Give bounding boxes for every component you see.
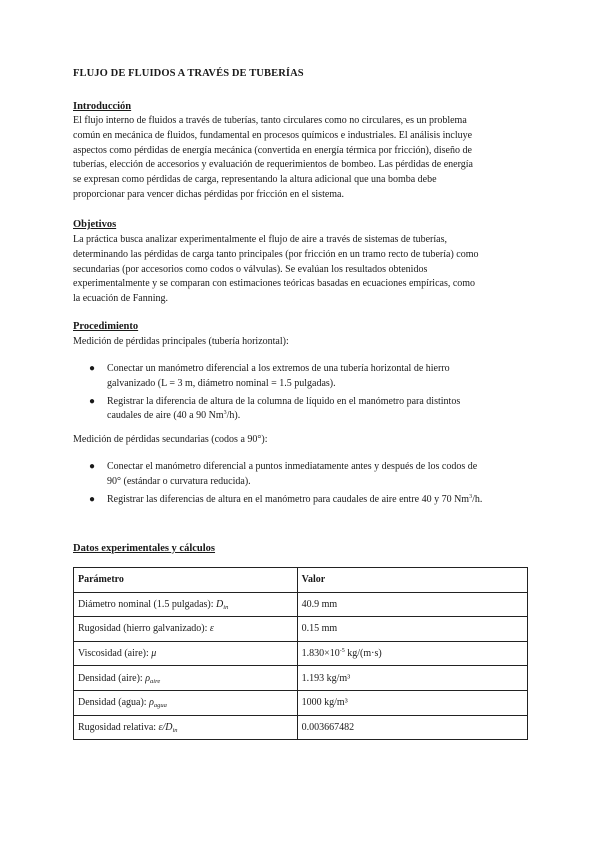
table-cell-valor: $1.830\times 10^{-5}$ kg/(m·s) xyxy=(297,641,527,666)
table-row xyxy=(74,592,528,617)
table-cell-valor: 0.003667482 xyxy=(297,715,527,740)
table-header-row xyxy=(74,568,528,593)
table-cell-param: Diámetro nominal (1.5 pulgadas): $D_{in}$ xyxy=(74,592,298,617)
document-title: FLUJO DE FLUIDOS A TRAVÉS DE TUBERÍAS xyxy=(73,68,304,79)
introduccion-line: aspectos como pérdidas de energía mecánica (convertida en energía térmica por fricción), diseño de xyxy=(73,144,472,156)
data-table xyxy=(73,567,528,740)
list-item: ● Conectar el manómetro diferencial a puntos inmediatamente antes y después de los codos de 90° (estándar o curvatura reducida). xyxy=(89,461,478,487)
datos-heading: Datos experimentales y cálculos xyxy=(73,543,216,554)
table-row xyxy=(74,617,528,642)
list-item: ● Conectar un manómetro diferencial a los extremos de una tubería horizontal de hierro galvanizado (L = 3 m, diámetro nominal = 1.5 pulgadas). xyxy=(89,363,450,389)
table-cell-valor: 1.193 kg/m³ xyxy=(297,666,527,691)
principales-list xyxy=(73,362,533,424)
objetivos-line: La práctica busca analizar experimentalmente el flujo de aire a través de sistemas de tuberías, xyxy=(73,234,447,245)
introduccion-line: tuberías, elección de accesorios y evaluación de requerimientos de bombeo. Las pérdidas de energía xyxy=(73,159,473,171)
list-item: ● Registrar la diferencia de altura de la columna de líquido en el manómetro para distintos caudales de aire (40 a 90 Nm$^3$/h). xyxy=(89,395,461,422)
objetivos-line: la ecuación de Fanning. xyxy=(73,293,168,305)
secundarias-label: Medición de pérdidas secundarias (codos a 90°): xyxy=(73,434,268,445)
introduccion-heading: Introducción xyxy=(73,101,132,112)
objetivos-paragraph xyxy=(73,233,533,307)
procedimiento-heading: Procedimiento xyxy=(73,321,139,332)
objetivos-line: determinando las pérdidas de carga tanto principales (por fricción en un tramo recto de tubería) como xyxy=(73,248,479,260)
introduccion-line: se expresan como pérdidas de carga, representando la altura adicional que una bomba debe xyxy=(73,174,437,186)
bullet-icon: ● xyxy=(89,363,96,374)
table-row xyxy=(74,690,528,715)
bullet-icon: ● xyxy=(89,493,96,505)
principales-label: Medición de pérdidas principales (tubería horizontal): xyxy=(73,336,289,347)
objetivos-heading: Objetivos xyxy=(73,219,117,230)
table-cell-valor: 0.15 mm xyxy=(297,617,527,642)
table-row xyxy=(74,666,528,691)
introduccion-line: común en mecánica de fluidos, fundamental en procesos químicos e industriales. El análisis incluye xyxy=(73,129,473,141)
introduccion-paragraph xyxy=(73,114,533,203)
table-row xyxy=(74,641,528,666)
table-header-param: Parámetro xyxy=(74,568,298,593)
objetivos-line: experimentalmente y se comparan con estimaciones teóricas basadas en ecuaciones empíricas, como xyxy=(73,278,476,290)
bullet-icon: ● xyxy=(89,461,96,472)
table-cell-valor: 1000 kg/m³ xyxy=(297,690,527,715)
list-item: ● Registrar las diferencias de altura en el manómetro para caudales de aire entre 40 y 70 Nm$^3$/h. xyxy=(73,493,533,508)
table-cell-param: Viscosidad (aire): μ xyxy=(74,641,298,666)
objetivos-line: secundarias (por accesorios como codos o válvulas). Se evalúan los resultados obtenidos xyxy=(73,263,428,275)
introduccion-line: proporcionar para vencer dichas pérdidas por fricción en el sistema. xyxy=(73,188,344,200)
table-row xyxy=(74,715,528,740)
secundarias-list xyxy=(73,460,533,507)
table-cell-valor: 40.9 mm xyxy=(297,592,527,617)
introduccion-line: El flujo interno de fluidos a través de tuberías, tanto circulares como no circulares, es un problema xyxy=(73,115,467,126)
bullet-icon: ● xyxy=(89,395,96,407)
table-cell-param: Densidad (agua): $\rho_{agua}$ xyxy=(74,690,298,715)
table-cell-param: Densidad (aire): $\rho_{aire}$ xyxy=(74,666,298,691)
table-cell-param: Rugosidad (hierro galvanizado): ε xyxy=(74,617,298,642)
table-cell-param: Rugosidad relativa: $\varepsilon/D_{in}$ xyxy=(74,715,298,740)
table-header-valor: Valor xyxy=(297,568,527,593)
